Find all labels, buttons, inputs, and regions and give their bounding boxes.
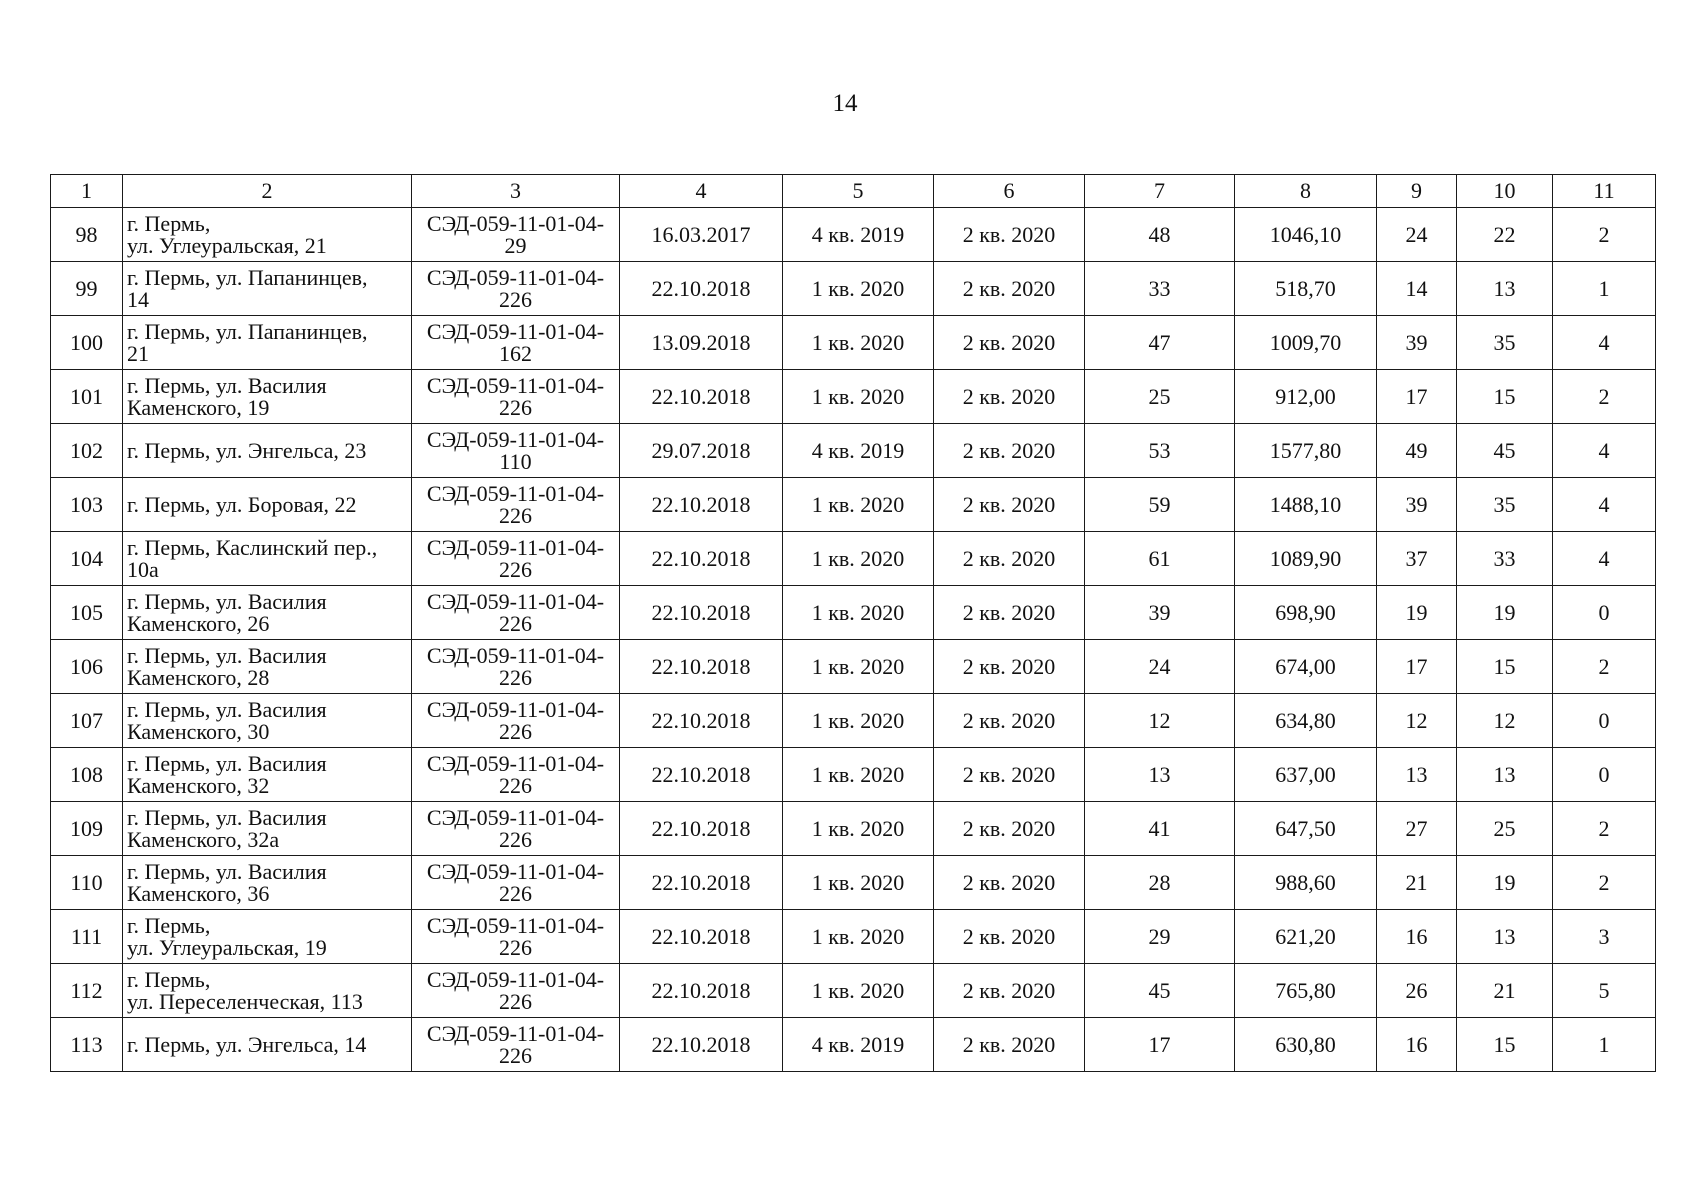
col-7-value-cell: 47	[1085, 316, 1235, 370]
col-10-value-cell: 19	[1457, 856, 1553, 910]
date-cell: 16.03.2017	[620, 208, 783, 262]
col-11-value-cell: 0	[1553, 748, 1656, 802]
row-number-cell: 100	[51, 316, 123, 370]
date-cell: 22.10.2018	[620, 532, 783, 586]
end-quarter-cell: 2 кв. 2020	[934, 694, 1085, 748]
column-header-1: 1	[51, 175, 123, 208]
date-cell: 29.07.2018	[620, 424, 783, 478]
document-number-cell: СЭД-059-11-01-04- 226	[412, 802, 620, 856]
address-cell: г. Пермь, ул. Василия Каменского, 32	[123, 748, 412, 802]
start-quarter-cell: 1 кв. 2020	[783, 316, 934, 370]
col-10-value-cell: 25	[1457, 802, 1553, 856]
end-quarter-cell: 2 кв. 2020	[934, 316, 1085, 370]
column-header-3: 3	[412, 175, 620, 208]
start-quarter-cell: 4 кв. 2019	[783, 208, 934, 262]
col-11-value-cell: 4	[1553, 316, 1656, 370]
area-value-cell: 1577,80	[1235, 424, 1377, 478]
area-value-cell: 621,20	[1235, 910, 1377, 964]
col-11-value-cell: 4	[1553, 532, 1656, 586]
start-quarter-cell: 1 кв. 2020	[783, 802, 934, 856]
document-number-cell: СЭД-059-11-01-04- 226	[412, 262, 620, 316]
end-quarter-cell: 2 кв. 2020	[934, 802, 1085, 856]
col-9-value-cell: 21	[1377, 856, 1457, 910]
date-cell: 22.10.2018	[620, 910, 783, 964]
col-11-value-cell: 2	[1553, 640, 1656, 694]
table-row	[51, 1018, 1656, 1072]
row-number-cell: 111	[51, 910, 123, 964]
column-header-7: 7	[1085, 175, 1235, 208]
col-7-value-cell: 53	[1085, 424, 1235, 478]
date-cell: 22.10.2018	[620, 478, 783, 532]
col-7-value-cell: 41	[1085, 802, 1235, 856]
document-number-cell: СЭД-059-11-01-04- 226	[412, 910, 620, 964]
date-cell: 22.10.2018	[620, 964, 783, 1018]
row-number-cell: 107	[51, 694, 123, 748]
table-row	[51, 748, 1656, 802]
end-quarter-cell: 2 кв. 2020	[934, 856, 1085, 910]
col-10-value-cell: 35	[1457, 478, 1553, 532]
table-row	[51, 694, 1656, 748]
col-9-value-cell: 16	[1377, 910, 1457, 964]
address-cell: г. Пермь, ул. Энгельса, 14	[123, 1018, 412, 1072]
start-quarter-cell: 1 кв. 2020	[783, 586, 934, 640]
end-quarter-cell: 2 кв. 2020	[934, 910, 1085, 964]
row-number-cell: 106	[51, 640, 123, 694]
col-11-value-cell: 5	[1553, 964, 1656, 1018]
end-quarter-cell: 2 кв. 2020	[934, 532, 1085, 586]
date-cell: 22.10.2018	[620, 1018, 783, 1072]
col-9-value-cell: 49	[1377, 424, 1457, 478]
table-row	[51, 856, 1656, 910]
table-row	[51, 910, 1656, 964]
column-header-11: 11	[1553, 175, 1656, 208]
end-quarter-cell: 2 кв. 2020	[934, 964, 1085, 1018]
row-number-cell: 99	[51, 262, 123, 316]
col-11-value-cell: 4	[1553, 478, 1656, 532]
col-9-value-cell: 39	[1377, 316, 1457, 370]
row-number-cell: 113	[51, 1018, 123, 1072]
col-10-value-cell: 22	[1457, 208, 1553, 262]
area-value-cell: 634,80	[1235, 694, 1377, 748]
col-11-value-cell: 2	[1553, 370, 1656, 424]
end-quarter-cell: 2 кв. 2020	[934, 748, 1085, 802]
col-10-value-cell: 21	[1457, 964, 1553, 1018]
col-7-value-cell: 17	[1085, 1018, 1235, 1072]
col-9-value-cell: 14	[1377, 262, 1457, 316]
address-cell: г. Пермь, ул. Боровая, 22	[123, 478, 412, 532]
table-row	[51, 262, 1656, 316]
document-number-cell: СЭД-059-11-01-04- 226	[412, 370, 620, 424]
start-quarter-cell: 1 кв. 2020	[783, 910, 934, 964]
area-value-cell: 1046,10	[1235, 208, 1377, 262]
end-quarter-cell: 2 кв. 2020	[934, 640, 1085, 694]
date-cell: 22.10.2018	[620, 802, 783, 856]
data-table-container	[50, 174, 1656, 1072]
header-row	[51, 175, 1656, 208]
area-value-cell: 647,50	[1235, 802, 1377, 856]
end-quarter-cell: 2 кв. 2020	[934, 208, 1085, 262]
area-value-cell: 1488,10	[1235, 478, 1377, 532]
address-cell: г. Пермь, ул. Углеуральская, 19	[123, 910, 412, 964]
col-11-value-cell: 2	[1553, 208, 1656, 262]
col-10-value-cell: 15	[1457, 640, 1553, 694]
document-number-cell: СЭД-059-11-01-04- 226	[412, 478, 620, 532]
data-table	[50, 174, 1656, 1072]
area-value-cell: 674,00	[1235, 640, 1377, 694]
area-value-cell: 1089,90	[1235, 532, 1377, 586]
col-11-value-cell: 1	[1553, 262, 1656, 316]
column-header-8: 8	[1235, 175, 1377, 208]
col-7-value-cell: 12	[1085, 694, 1235, 748]
area-value-cell: 698,90	[1235, 586, 1377, 640]
col-9-value-cell: 17	[1377, 370, 1457, 424]
document-number-cell: СЭД-059-11-01-04- 226	[412, 1018, 620, 1072]
col-10-value-cell: 13	[1457, 262, 1553, 316]
column-header-4: 4	[620, 175, 783, 208]
col-11-value-cell: 1	[1553, 1018, 1656, 1072]
date-cell: 22.10.2018	[620, 694, 783, 748]
column-header-2: 2	[123, 175, 412, 208]
address-cell: г. Пермь, ул. Василия Каменского, 26	[123, 586, 412, 640]
start-quarter-cell: 1 кв. 2020	[783, 748, 934, 802]
col-10-value-cell: 33	[1457, 532, 1553, 586]
col-9-value-cell: 27	[1377, 802, 1457, 856]
date-cell: 22.10.2018	[620, 370, 783, 424]
table-row	[51, 370, 1656, 424]
row-number-cell: 109	[51, 802, 123, 856]
table-row	[51, 478, 1656, 532]
table-row	[51, 532, 1656, 586]
row-number-cell: 102	[51, 424, 123, 478]
document-number-cell: СЭД-059-11-01-04- 110	[412, 424, 620, 478]
date-cell: 22.10.2018	[620, 748, 783, 802]
col-9-value-cell: 17	[1377, 640, 1457, 694]
col-9-value-cell: 39	[1377, 478, 1457, 532]
col-9-value-cell: 37	[1377, 532, 1457, 586]
col-11-value-cell: 2	[1553, 856, 1656, 910]
area-value-cell: 988,60	[1235, 856, 1377, 910]
col-10-value-cell: 12	[1457, 694, 1553, 748]
area-value-cell: 1009,70	[1235, 316, 1377, 370]
document-number-cell: СЭД-059-11-01-04- 226	[412, 640, 620, 694]
start-quarter-cell: 1 кв. 2020	[783, 694, 934, 748]
col-11-value-cell: 2	[1553, 802, 1656, 856]
start-quarter-cell: 1 кв. 2020	[783, 262, 934, 316]
col-7-value-cell: 28	[1085, 856, 1235, 910]
document-number-cell: СЭД-059-11-01-04- 29	[412, 208, 620, 262]
col-9-value-cell: 12	[1377, 694, 1457, 748]
address-cell: г. Пермь, ул. Василия Каменского, 28	[123, 640, 412, 694]
col-11-value-cell: 4	[1553, 424, 1656, 478]
start-quarter-cell: 1 кв. 2020	[783, 964, 934, 1018]
row-number-cell: 105	[51, 586, 123, 640]
table-row	[51, 964, 1656, 1018]
col-7-value-cell: 24	[1085, 640, 1235, 694]
col-11-value-cell: 0	[1553, 694, 1656, 748]
col-7-value-cell: 45	[1085, 964, 1235, 1018]
area-value-cell: 630,80	[1235, 1018, 1377, 1072]
col-7-value-cell: 25	[1085, 370, 1235, 424]
address-cell: г. Пермь, ул. Переселенческая, 113	[123, 964, 412, 1018]
address-cell: г. Пермь, ул. Василия Каменского, 30	[123, 694, 412, 748]
table-row	[51, 316, 1656, 370]
document-number-cell: СЭД-059-11-01-04- 226	[412, 586, 620, 640]
end-quarter-cell: 2 кв. 2020	[934, 262, 1085, 316]
row-number-cell: 103	[51, 478, 123, 532]
col-10-value-cell: 15	[1457, 1018, 1553, 1072]
start-quarter-cell: 1 кв. 2020	[783, 532, 934, 586]
area-value-cell: 765,80	[1235, 964, 1377, 1018]
address-cell: г. Пермь, ул. Папанинцев, 14	[123, 262, 412, 316]
area-value-cell: 912,00	[1235, 370, 1377, 424]
document-number-cell: СЭД-059-11-01-04- 226	[412, 694, 620, 748]
col-7-value-cell: 13	[1085, 748, 1235, 802]
area-value-cell: 637,00	[1235, 748, 1377, 802]
document-number-cell: СЭД-059-11-01-04- 162	[412, 316, 620, 370]
start-quarter-cell: 1 кв. 2020	[783, 640, 934, 694]
date-cell: 22.10.2018	[620, 586, 783, 640]
start-quarter-cell: 1 кв. 2020	[783, 370, 934, 424]
row-number-cell: 110	[51, 856, 123, 910]
col-9-value-cell: 13	[1377, 748, 1457, 802]
row-number-cell: 98	[51, 208, 123, 262]
column-header-10: 10	[1457, 175, 1553, 208]
address-cell: г. Пермь, ул. Василия Каменского, 19	[123, 370, 412, 424]
end-quarter-cell: 2 кв. 2020	[934, 424, 1085, 478]
col-9-value-cell: 26	[1377, 964, 1457, 1018]
end-quarter-cell: 2 кв. 2020	[934, 478, 1085, 532]
document-number-cell: СЭД-059-11-01-04- 226	[412, 856, 620, 910]
date-cell: 13.09.2018	[620, 316, 783, 370]
area-value-cell: 518,70	[1235, 262, 1377, 316]
row-number-cell: 101	[51, 370, 123, 424]
start-quarter-cell: 1 кв. 2020	[783, 856, 934, 910]
col-11-value-cell: 3	[1553, 910, 1656, 964]
start-quarter-cell: 4 кв. 2019	[783, 424, 934, 478]
col-9-value-cell: 16	[1377, 1018, 1457, 1072]
col-7-value-cell: 61	[1085, 532, 1235, 586]
date-cell: 22.10.2018	[620, 262, 783, 316]
col-7-value-cell: 48	[1085, 208, 1235, 262]
col-10-value-cell: 13	[1457, 910, 1553, 964]
document-number-cell: СЭД-059-11-01-04- 226	[412, 532, 620, 586]
column-header-5: 5	[783, 175, 934, 208]
start-quarter-cell: 1 кв. 2020	[783, 478, 934, 532]
col-10-value-cell: 15	[1457, 370, 1553, 424]
date-cell: 22.10.2018	[620, 640, 783, 694]
column-header-9: 9	[1377, 175, 1457, 208]
col-10-value-cell: 13	[1457, 748, 1553, 802]
col-7-value-cell: 33	[1085, 262, 1235, 316]
col-10-value-cell: 19	[1457, 586, 1553, 640]
end-quarter-cell: 2 кв. 2020	[934, 586, 1085, 640]
start-quarter-cell: 4 кв. 2019	[783, 1018, 934, 1072]
row-number-cell: 108	[51, 748, 123, 802]
table-body	[51, 208, 1656, 1072]
table-row	[51, 586, 1656, 640]
table-row	[51, 640, 1656, 694]
col-9-value-cell: 19	[1377, 586, 1457, 640]
document-number-cell: СЭД-059-11-01-04- 226	[412, 748, 620, 802]
row-number-cell: 104	[51, 532, 123, 586]
column-header-6: 6	[934, 175, 1085, 208]
table-row	[51, 424, 1656, 478]
col-9-value-cell: 24	[1377, 208, 1457, 262]
address-cell: г. Пермь, ул. Василия Каменского, 36	[123, 856, 412, 910]
address-cell: г. Пермь, ул. Углеуральская, 21	[123, 208, 412, 262]
address-cell: г. Пермь, ул. Папанинцев, 21	[123, 316, 412, 370]
end-quarter-cell: 2 кв. 2020	[934, 1018, 1085, 1072]
col-7-value-cell: 39	[1085, 586, 1235, 640]
page-number: 14	[832, 90, 858, 117]
table-row	[51, 208, 1656, 262]
col-10-value-cell: 35	[1457, 316, 1553, 370]
col-7-value-cell: 29	[1085, 910, 1235, 964]
col-10-value-cell: 45	[1457, 424, 1553, 478]
col-11-value-cell: 0	[1553, 586, 1656, 640]
table-row	[51, 802, 1656, 856]
address-cell: г. Пермь, ул. Энгельса, 23	[123, 424, 412, 478]
document-number-cell: СЭД-059-11-01-04- 226	[412, 964, 620, 1018]
end-quarter-cell: 2 кв. 2020	[934, 370, 1085, 424]
address-cell: г. Пермь, ул. Василия Каменского, 32а	[123, 802, 412, 856]
date-cell: 22.10.2018	[620, 856, 783, 910]
col-7-value-cell: 59	[1085, 478, 1235, 532]
row-number-cell: 112	[51, 964, 123, 1018]
address-cell: г. Пермь, Каслинский пер., 10а	[123, 532, 412, 586]
